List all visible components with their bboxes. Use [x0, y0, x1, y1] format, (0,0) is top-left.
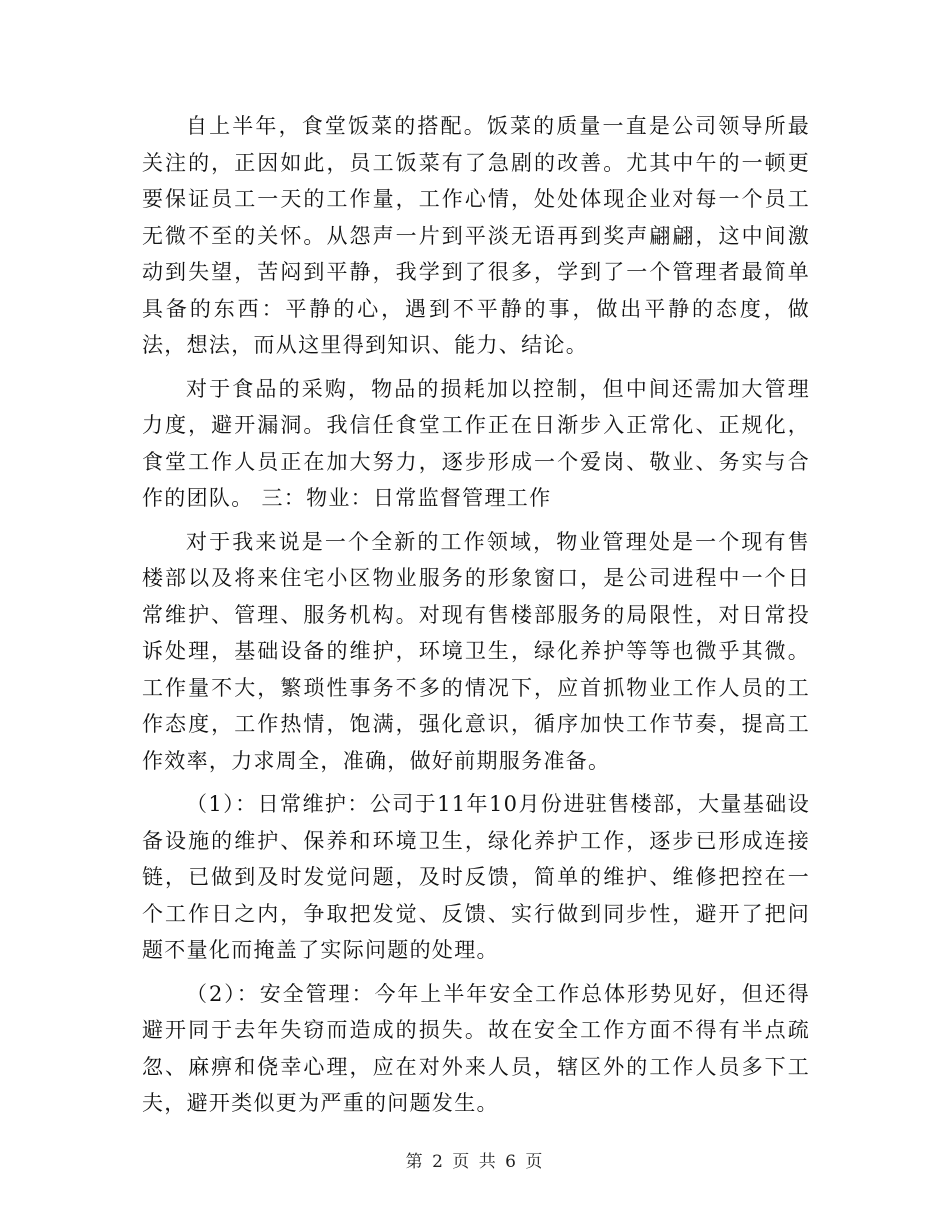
- paragraph-property-management: 对于我来说是一个全新的工作领域，物业管理处是一个现有售楼部以及将来住宅小区物业服务的形象窗口，是公司进程中一个日常维护、管理、服务机构。对现有售楼部服务的局限性，对日常投诉处理，基础设备的维护，环境卫生，绿化养护等等也微乎其微。工作量不大，繁琐性事务不多的情况下，应首抓物业工作人员的工作态度，工作热情，饱满，强化意识，循序加快工作节奏，提高工作效率，力求周全，准确，做好前期服务准备。: [142, 529, 810, 773]
- document-body: [142, 108, 810, 1129]
- page-number-footer: 第 2 页 共 6 页: [405, 1152, 545, 1172]
- paragraph-safety-management: （2）：安全管理：今年上半年安全工作总体形势见好，但还得避开同于去年失窃而造成的损失。故在安全工作方面不得有半点疏忽、麻痹和侥幸心理，应在对外来人员，辖区外的工作人员多下工夫，避开类似更为严重的问题发生。: [142, 981, 810, 1115]
- paragraph-canteen-meals: 自上半年，食堂饭菜的搭配。饭菜的质量一直是公司领导所最关注的，正因如此，员工饭菜有了急剧的改善。尤其中午的一顿更要保证员工一天的工作量，工作心情，处处体现企业对每一个员工无微不至的关怀。从怨声一片到平淡无语再到奖声翩翩，这中间激动到失望，苦闷到平静，我学到了很多，学到了一个管理者最简单具备的东西：平静的心，遇到不平静的事，做出平静的态度，做法，想法，而从这里得到知识、能力、结论。: [142, 114, 810, 357]
- paragraph-food-procurement: 对于食品的采购，物品的损耗加以控制，但中间还需加大管理力度，避开漏洞。我信任食堂工作正在日渐步入正常化、正规化，食堂工作人员正在加大努力，逐步形成一个爱岗、敬业、务实与合作的团队。 三：物业：日常监督管理工作: [142, 376, 810, 510]
- paragraph-daily-maintenance: （1）：日常维护：公司于11年10月份进驻售楼部，大量基础设备设施的维护、保养和环境卫生，绿化养护工作，逐步已形成连接链，已做到及时发觉问题，及时反馈，简单的维护、维修把控在一个工作日之内，争取把发觉、反馈、实行做到同步性，避开了把问题不量化而掩盖了实际问题的处理。: [142, 792, 810, 962]
